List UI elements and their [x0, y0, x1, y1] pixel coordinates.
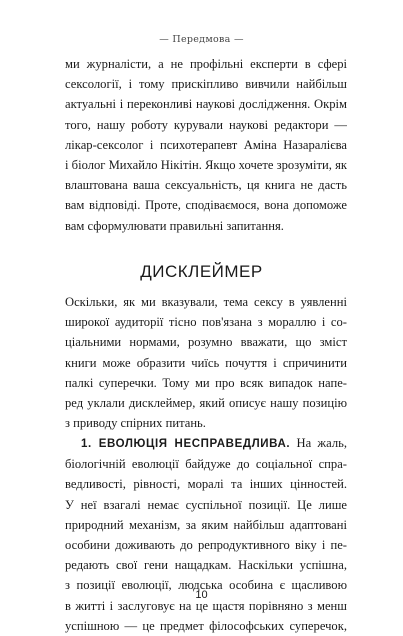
section-heading: ДИСКЛЕЙМЕР: [140, 262, 263, 281]
text-line: з приводу спірних питань.: [65, 416, 206, 431]
point-first-line-rest: На жаль,: [290, 436, 347, 450]
text-line: успішною — це предмет філософських суперечок,: [65, 618, 347, 633]
text-line: ціальними нормами, розумно вважати, що зміст: [65, 335, 347, 350]
text-line: того, нашу роботу курували наукові редактори —: [65, 117, 347, 132]
paragraph-point-1: [65, 433, 347, 636]
text-line: ведливості, рівності, моралі та інших цінностей.: [65, 477, 347, 492]
text-line: ред уклали дисклеймер, який описує нашу позицію: [65, 396, 347, 411]
text-line: актуальні і переконливі наукові дослідження. Окрім: [65, 97, 347, 112]
paragraph-intro: [65, 54, 347, 236]
text-line: вам відповіді. Проте, сподіваємося, вона допоможе: [65, 198, 347, 213]
page-number: 10: [195, 589, 208, 601]
text-line: широкої аудиторії тісно пов'язана з мораллю і со-: [65, 315, 347, 330]
text-line: особини доживають до репродуктивного віку і пе-: [65, 538, 347, 553]
paragraph-disclaimer-intro: [65, 292, 347, 433]
point-lead: 1. ЕВОЛЮЦІЯ НЕСПРАВЕДЛИВА.: [81, 438, 291, 450]
text-line: Оскільки, як ми вказували, тема сексу в уявленні: [65, 295, 347, 309]
text-line: біологічній еволюції байдуже до соціальної спра-: [65, 457, 347, 472]
text-line: ми журналісти, а не профільні експерти в сфері: [65, 57, 347, 71]
text-line: в житті і заслуговує на це щастя порівняно з менш: [65, 598, 347, 613]
text-line: палкі суперечки. Тому ми про всяк випадок напе-: [65, 375, 347, 390]
text-line: лікар-сексолог і психотерапевт Аміна Назаралієва: [65, 137, 347, 152]
text-line: влаштована ваша сексуальність, ця книга не дасть: [65, 178, 347, 193]
text-line: У неї взагалі немає суспільної позиції. Це лише: [65, 497, 347, 512]
text-line: книги може образити чиїсь почуття і спричинити: [65, 355, 347, 370]
text-line: редають свої гени нащадкам. Наскільки успішна,: [65, 558, 347, 573]
running-head: — Передмова —: [159, 34, 244, 45]
text-line: сексології, і тому прискіпливо вивчили найбільш: [65, 77, 347, 92]
text-line: вам сформулювати правильні запитання.: [65, 218, 284, 233]
text-line: і біолог Михайло Нікітін. Якщо хочете зрозуміти, як: [65, 158, 347, 173]
text-line: природний механізм, за яким найбільш адаптовані: [65, 517, 347, 532]
text-line: з позиції еволюції, людська особина є щасливою: [65, 578, 347, 593]
text-line: [65, 433, 347, 454]
